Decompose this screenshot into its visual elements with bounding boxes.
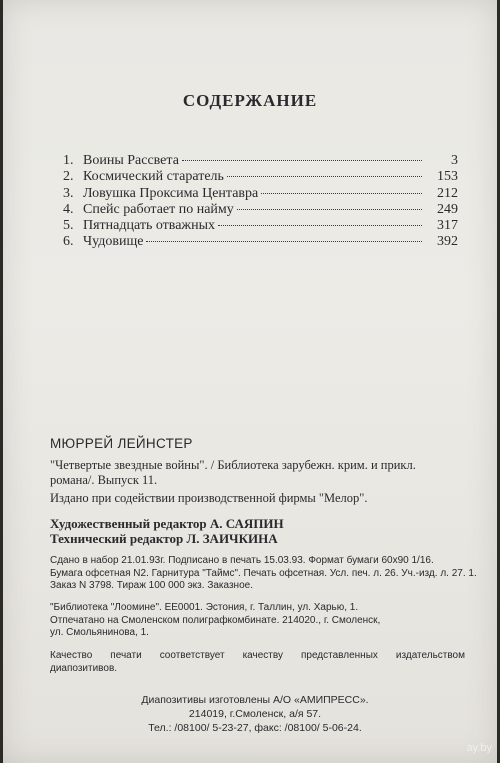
toc-entry-page: 212 bbox=[437, 185, 458, 201]
toc-entry-page: 3 bbox=[451, 153, 458, 168]
dot-leader bbox=[261, 193, 422, 194]
slides-info bbox=[3, 693, 497, 735]
toc-entry-page: 392 bbox=[437, 234, 458, 250]
toc-entry-title: Ловушка Проксима Центавра bbox=[83, 185, 259, 201]
publisher-note: Издано при содействии производственной фирмы "Мелор". bbox=[50, 491, 368, 505]
library-details bbox=[50, 602, 380, 640]
toc-entry bbox=[63, 202, 458, 218]
library-line: Отпечатано на Смоленском полиграфкомбинате. 214020., г. Смоленск, bbox=[50, 614, 381, 626]
table-of-contents bbox=[63, 153, 458, 251]
series-line: "Четвертые звездные войны". / Библиотека зарубежн. крим. и прикл. bbox=[50, 458, 416, 472]
toc-entry-number: 2. bbox=[63, 169, 74, 185]
toc-entry-number: 6. bbox=[63, 234, 74, 250]
print-line: Заказ N 3798. Тираж 100 000 экз. Заказное. bbox=[50, 580, 253, 591]
slides-line: Тел.: /08100/ 5-23-27, факс: /08100/ 5-06-24. bbox=[148, 722, 362, 734]
toc-entry-title: Воины Рассвета bbox=[83, 153, 179, 168]
watermark: ay.by bbox=[466, 742, 492, 754]
print-details bbox=[50, 555, 477, 593]
dot-leader bbox=[218, 225, 422, 226]
toc-entry bbox=[63, 218, 458, 234]
slides-line: 214019, г.Смоленск, а/я 57. bbox=[188, 708, 322, 720]
toc-entry-title: Пятнадцать отважных bbox=[83, 218, 215, 234]
author-name: МЮРРЕЙ ЛЕЙНСТЕР bbox=[50, 436, 193, 451]
tech-editor: Технический редактор Л. ЗАИЧКИНА bbox=[50, 531, 278, 546]
toc-entry-title: Спейс работает по найму bbox=[83, 201, 234, 217]
quality-line: диапозитивов. bbox=[50, 662, 118, 674]
toc-entry bbox=[63, 169, 458, 185]
toc-entry bbox=[63, 153, 458, 169]
library-line: ул. Смольянинова, 1. bbox=[50, 627, 149, 638]
dot-leader bbox=[182, 160, 422, 161]
series-line: романа/. Выпуск 11. bbox=[50, 472, 158, 487]
book-page bbox=[3, 0, 497, 763]
toc-entry-page: 317 bbox=[437, 218, 458, 234]
toc-entry-number: 5. bbox=[63, 218, 74, 234]
toc-entry-title: Космический старатель bbox=[83, 169, 224, 185]
toc-entry-number: 3. bbox=[63, 185, 74, 201]
editors-block bbox=[50, 516, 284, 546]
quality-note bbox=[50, 650, 465, 675]
toc-entry-page: 249 bbox=[437, 201, 458, 217]
print-line: Сдано в набор 21.01.93г. Подписано в печать 15.03.93. Формат бумаги 60х90 1/16. bbox=[50, 555, 434, 566]
art-editor: Художественный редактор А. САЯПИН bbox=[50, 516, 284, 531]
toc-title: СОДЕРЖАНИЕ bbox=[182, 91, 318, 110]
quality-line: Качество печати соответствует качеству представленных издательством bbox=[50, 650, 465, 661]
print-line: Бумага офсетная N2. Гарнитура "Таймс". Печать офсетная. Усл. печ. л. 26. Уч.-изд. л. 27. 1. bbox=[50, 567, 477, 579]
toc-entry-number: 1. bbox=[63, 153, 74, 168]
dot-leader bbox=[146, 241, 422, 242]
toc-entry-number: 4. bbox=[63, 201, 74, 217]
slides-line: Диапозитивы изготовлены А/О «АМИПРЕСС». bbox=[141, 694, 369, 706]
dot-leader bbox=[237, 209, 422, 210]
toc-entry bbox=[63, 234, 458, 250]
toc-entry-title: Чудовище bbox=[83, 234, 144, 250]
toc-entry bbox=[63, 186, 458, 202]
toc-entry-page: 153 bbox=[437, 169, 458, 185]
dot-leader bbox=[227, 176, 422, 177]
library-line: "Библиотека "Лоомине". ЕЕ0001. Эстония, г. Таллин, ул. Харью, 1. bbox=[50, 602, 359, 613]
